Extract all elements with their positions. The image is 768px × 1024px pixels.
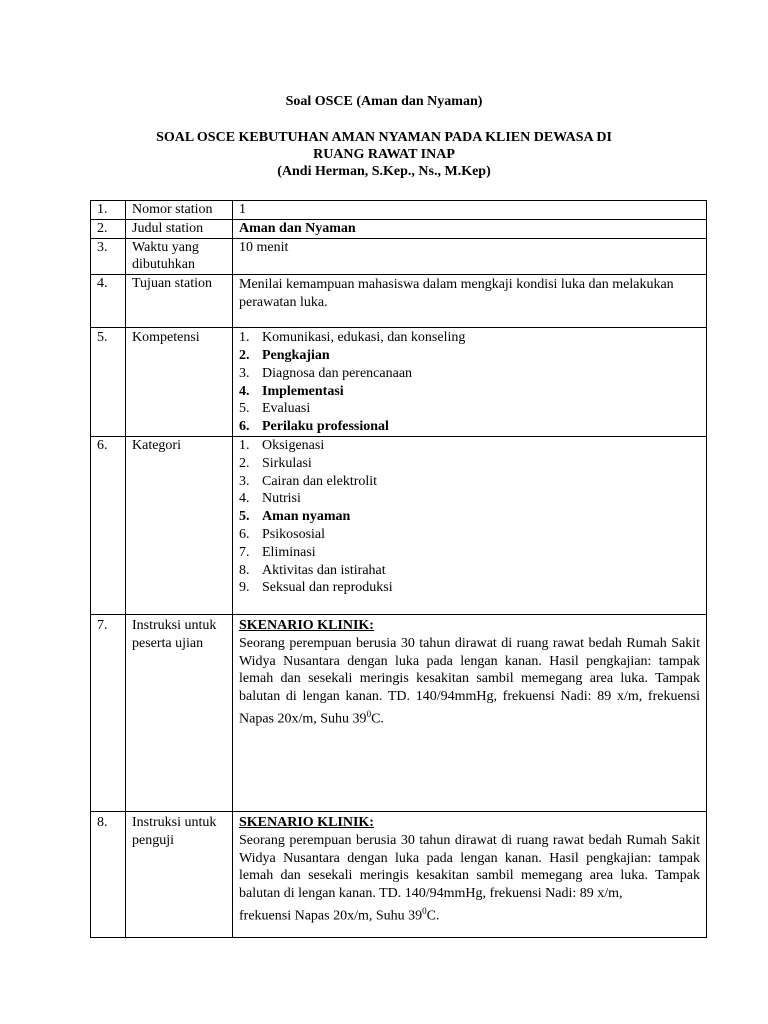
row-value: Aman dan Nyaman bbox=[233, 219, 707, 238]
main-title bbox=[0, 129, 768, 163]
row-label: Kompetensi bbox=[126, 328, 233, 437]
row-label: Waktu yang dibutuhkan bbox=[126, 238, 233, 275]
row-label: Nomor station bbox=[126, 201, 233, 220]
row-value bbox=[233, 328, 707, 437]
main-title-line-2: RUANG RAWAT INAP bbox=[313, 147, 455, 162]
row-value: Menilai kemampuan mahasiswa dalam mengkaji kondisi luka dan melakukan perawatan luka. bbox=[233, 275, 707, 328]
list-item: 1. Oksigenasi bbox=[239, 437, 325, 453]
category-list bbox=[239, 437, 700, 597]
row-value: 10 menit bbox=[233, 238, 707, 275]
row-label: Instruksi untuk penguji bbox=[126, 811, 233, 937]
table-row bbox=[91, 201, 707, 220]
table-row bbox=[91, 811, 707, 937]
table-row bbox=[91, 614, 707, 811]
station-table bbox=[90, 200, 707, 938]
scenario-heading: SKENARIO KLINIK: bbox=[239, 617, 374, 633]
main-title-line-1: SOAL OSCE KEBUTUHAN AMAN NYAMAN PADA KLIEN DEWASA DI bbox=[156, 130, 612, 145]
list-item: 4. Implementasi bbox=[239, 383, 344, 399]
list-item: 7. Eliminasi bbox=[239, 544, 316, 560]
list-item: 2. Sirkulasi bbox=[239, 455, 312, 471]
row-number: 8. bbox=[91, 811, 126, 937]
row-number: 2. bbox=[91, 219, 126, 238]
table-row bbox=[91, 219, 707, 238]
row-number: 6. bbox=[91, 436, 126, 614]
scenario-text: Seorang perempuan berusia 30 tahun dirawat di ruang rawat bedah Rumah Sakit Widya Nusantara dengan luka pada lengan kanan. Hasil pengkajian: tampak lemah dan sesekali meringis kesakitan sambil memegang area luka. Tampak balutan di lengan kanan. TD. 140/94mmHg, frekuensi Nadi: 89 x/m, bbox=[239, 832, 700, 902]
list-item: 1. Komunikasi, edukasi, dan konseling bbox=[239, 330, 466, 346]
scenario-text-end: frekuensi Napas 20x/m, Suhu $39^0C$. bbox=[239, 905, 440, 924]
row-value bbox=[233, 614, 707, 811]
row-value: 1 bbox=[233, 201, 707, 220]
table-row bbox=[91, 238, 707, 275]
row-number: 1. bbox=[91, 201, 126, 220]
list-item: 3. Cairan dan elektrolit bbox=[239, 473, 378, 489]
row-number: 4. bbox=[91, 275, 126, 328]
table-row bbox=[91, 328, 707, 437]
scenario-heading: SKENARIO KLINIK: bbox=[239, 814, 374, 830]
row-label: Judul station bbox=[126, 219, 233, 238]
list-item: 2. Pengkajian bbox=[239, 347, 330, 363]
row-number: 5. bbox=[91, 328, 126, 437]
scenario-text: Seorang perempuan berusia 30 tahun dirawat di ruang rawat bedah Rumah Sakit Widya Nusantara dengan luka pada lengan kanan. Hasil pengkajian: tampak lemah dan sesekali meringis kesakitan sambil memegang area luka. Tampak balutan di lengan kanan. TD. 140/94mmHg, frekuensi Nadi: 89 x/m, frekuensi Napas 20x/m, Suhu $39^0C$. bbox=[239, 635, 700, 727]
table-row bbox=[91, 436, 707, 614]
list-item: 3. Diagnosa dan perencanaan bbox=[239, 365, 413, 381]
row-number: 7. bbox=[91, 614, 126, 811]
row-label: Kategori bbox=[126, 436, 233, 614]
list-item: 9. Seksual dan reproduksi bbox=[239, 580, 393, 596]
list-item: 5. Evaluasi bbox=[239, 401, 311, 417]
list-item: 4. Nutrisi bbox=[239, 491, 301, 507]
competency-list bbox=[239, 329, 700, 436]
row-value bbox=[233, 811, 707, 937]
list-item: 8. Aktivitas dan istirahat bbox=[239, 562, 386, 578]
row-label: Instruksi untuk peserta ujian bbox=[126, 614, 233, 811]
doc-title: Soal OSCE (Aman dan Nyaman) bbox=[285, 94, 483, 109]
table-row bbox=[91, 275, 707, 328]
list-item: 5. Aman nyaman bbox=[239, 509, 351, 525]
author-line: (Andi Herman, S.Kep., Ns., M.Kep) bbox=[277, 164, 491, 179]
list-item: 6. Perilaku professional bbox=[239, 419, 389, 435]
row-value bbox=[233, 436, 707, 614]
list-item: 6. Psikososial bbox=[239, 526, 326, 542]
row-number: 3. bbox=[91, 238, 126, 275]
row-label: Tujuan station bbox=[126, 275, 233, 328]
